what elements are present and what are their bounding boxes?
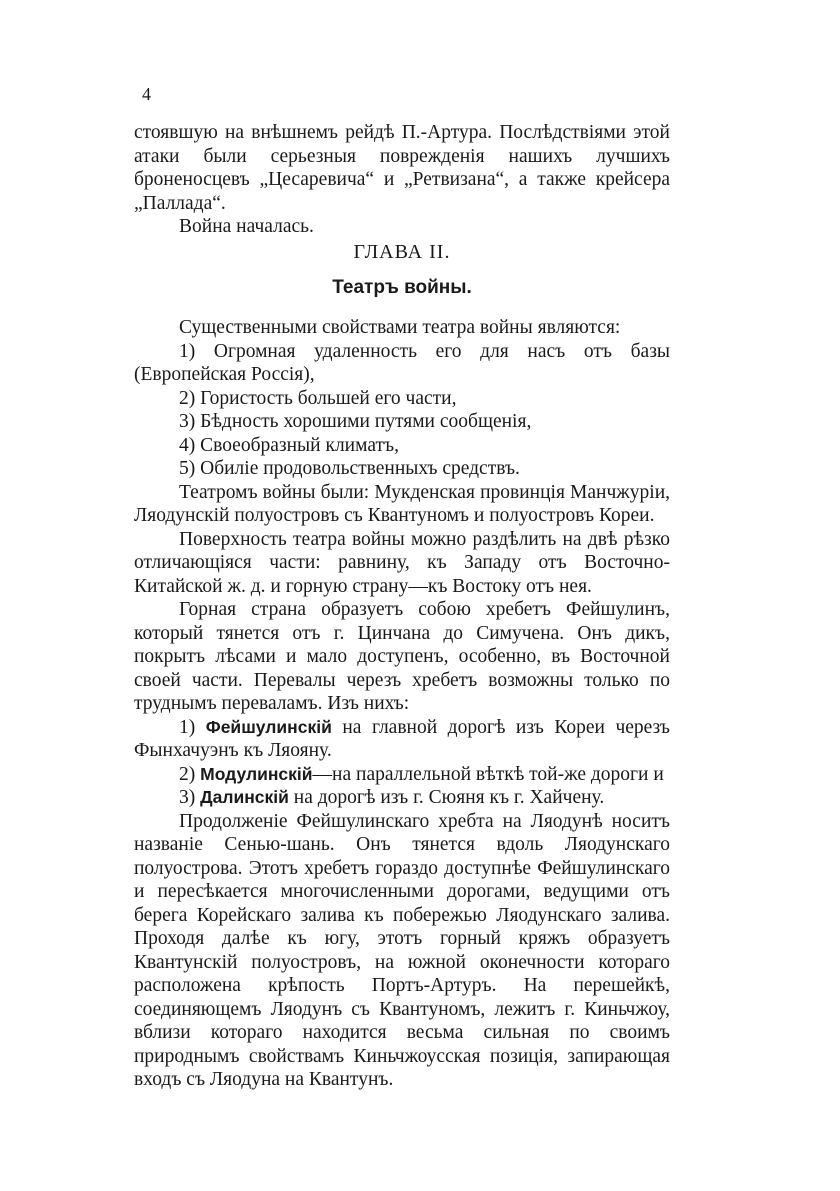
mountain-paragraph: Горная страна образуетъ собою хребетъ Фейшулинъ, который тянется отъ г. Цинчана до Симучена. Онъ дикъ, покрытъ лѣсами и мало доступенъ, особенно, въ Восточной своей части. Перевалы черезъ хребетъ возможны только по труднымъ переваламъ. Изъ нихъ: xyxy=(134,599,670,714)
property-item-1: 1) Огромная удаленность его для насъ отъ базы (Европейская Россія), xyxy=(134,340,670,385)
pass-number: 1) xyxy=(179,716,196,738)
chapter-heading xyxy=(134,241,670,299)
property-item-4: 4) Своеобразный климатъ, xyxy=(179,434,399,456)
chapter-title: Театръ войны. xyxy=(332,277,472,298)
chapter-label: ГЛАВА II. xyxy=(353,241,451,263)
intro-paragraph: стоявшую на внѣшнемъ рейдѣ П.-Артура. Послѣдствіями этой атаки были серьезныя поврежденія нашихъ лучшихъ броненосцевъ „Цесаревича“ и „Ретвизана“, а также крейсера „Паллада“. xyxy=(134,122,670,214)
pass-item-2 xyxy=(134,763,670,787)
chapter-body xyxy=(134,316,670,1092)
pass-name: Фейшулинскій xyxy=(205,716,332,737)
war-began-line: Война началась. xyxy=(179,216,314,237)
intro-block xyxy=(134,121,670,239)
final-paragraph: Продолженіе Фейшулинскаго хребта на Ляодунѣ носитъ названіе Сенью-шань. Онъ тянется вдоль Ляодунскаго полуострова. Этотъ хребетъ гораздо доступнѣе Фейшулинскаго и пересѣкается многочисленными дорогами, ведущими отъ берега Корейскаго залива къ побережью Ляодунскаго залива. Проходя далѣе къ югу, этотъ горный кряжъ образуетъ Квантунскій полуостровъ, на южной оконечности котораго расположена крѣпость Портъ-Артуръ. На перешейкѣ, соединяющемъ Ляодунъ съ Квантуномъ, лежитъ г. Киньчжоу, вблизи котораго находится весьма сильная по своимъ природнымъ свойствамъ Киньчжоусская позиція, запирающая входъ съ Ляодуна на Квантунъ. xyxy=(134,810,670,1090)
properties-intro: Существенными свойствами театра войны являются: xyxy=(179,317,621,338)
property-item-2: 2) Гористость большей его части, xyxy=(179,387,457,409)
pass-name: Модулинскій xyxy=(200,763,313,784)
pass-item-1 xyxy=(134,716,670,763)
surface-paragraph: Поверхность театра войны можно раздѣлить на двѣ рѣзко отличающіяся части: равнину, къ Западу отъ Восточно-Китайской ж. д. и горную страну—къ Востоку отъ нея. xyxy=(134,528,670,597)
pass-number: 3) xyxy=(179,787,196,808)
property-item-5: 5) Обиліе продовольственныхъ средствъ. xyxy=(179,458,520,479)
pass-description: на главной дорогѣ изъ Кореи черезъ Фынхачуэнъ къ Ляояну. xyxy=(134,716,670,761)
pass-description: —на параллельной вѣткѣ той-же дороги и xyxy=(312,763,664,785)
page-number: 4 xyxy=(142,84,151,104)
pass-name: Далинскій xyxy=(200,787,289,807)
pass-number: 2) xyxy=(179,763,196,785)
theatre-paragraph: Театромъ войны были: Мукденская провинція Манчжуріи, Ляодунскій полуостровъ съ Квантуномъ и полуостровъ Кореи. xyxy=(134,481,670,526)
property-item-3: 3) Бѣдность хорошими путями сообщенія, xyxy=(179,411,532,432)
pass-description: на дорогѣ изъ г. Сюяня къ г. Хайчену. xyxy=(288,787,605,808)
pass-item-3 xyxy=(134,786,670,810)
